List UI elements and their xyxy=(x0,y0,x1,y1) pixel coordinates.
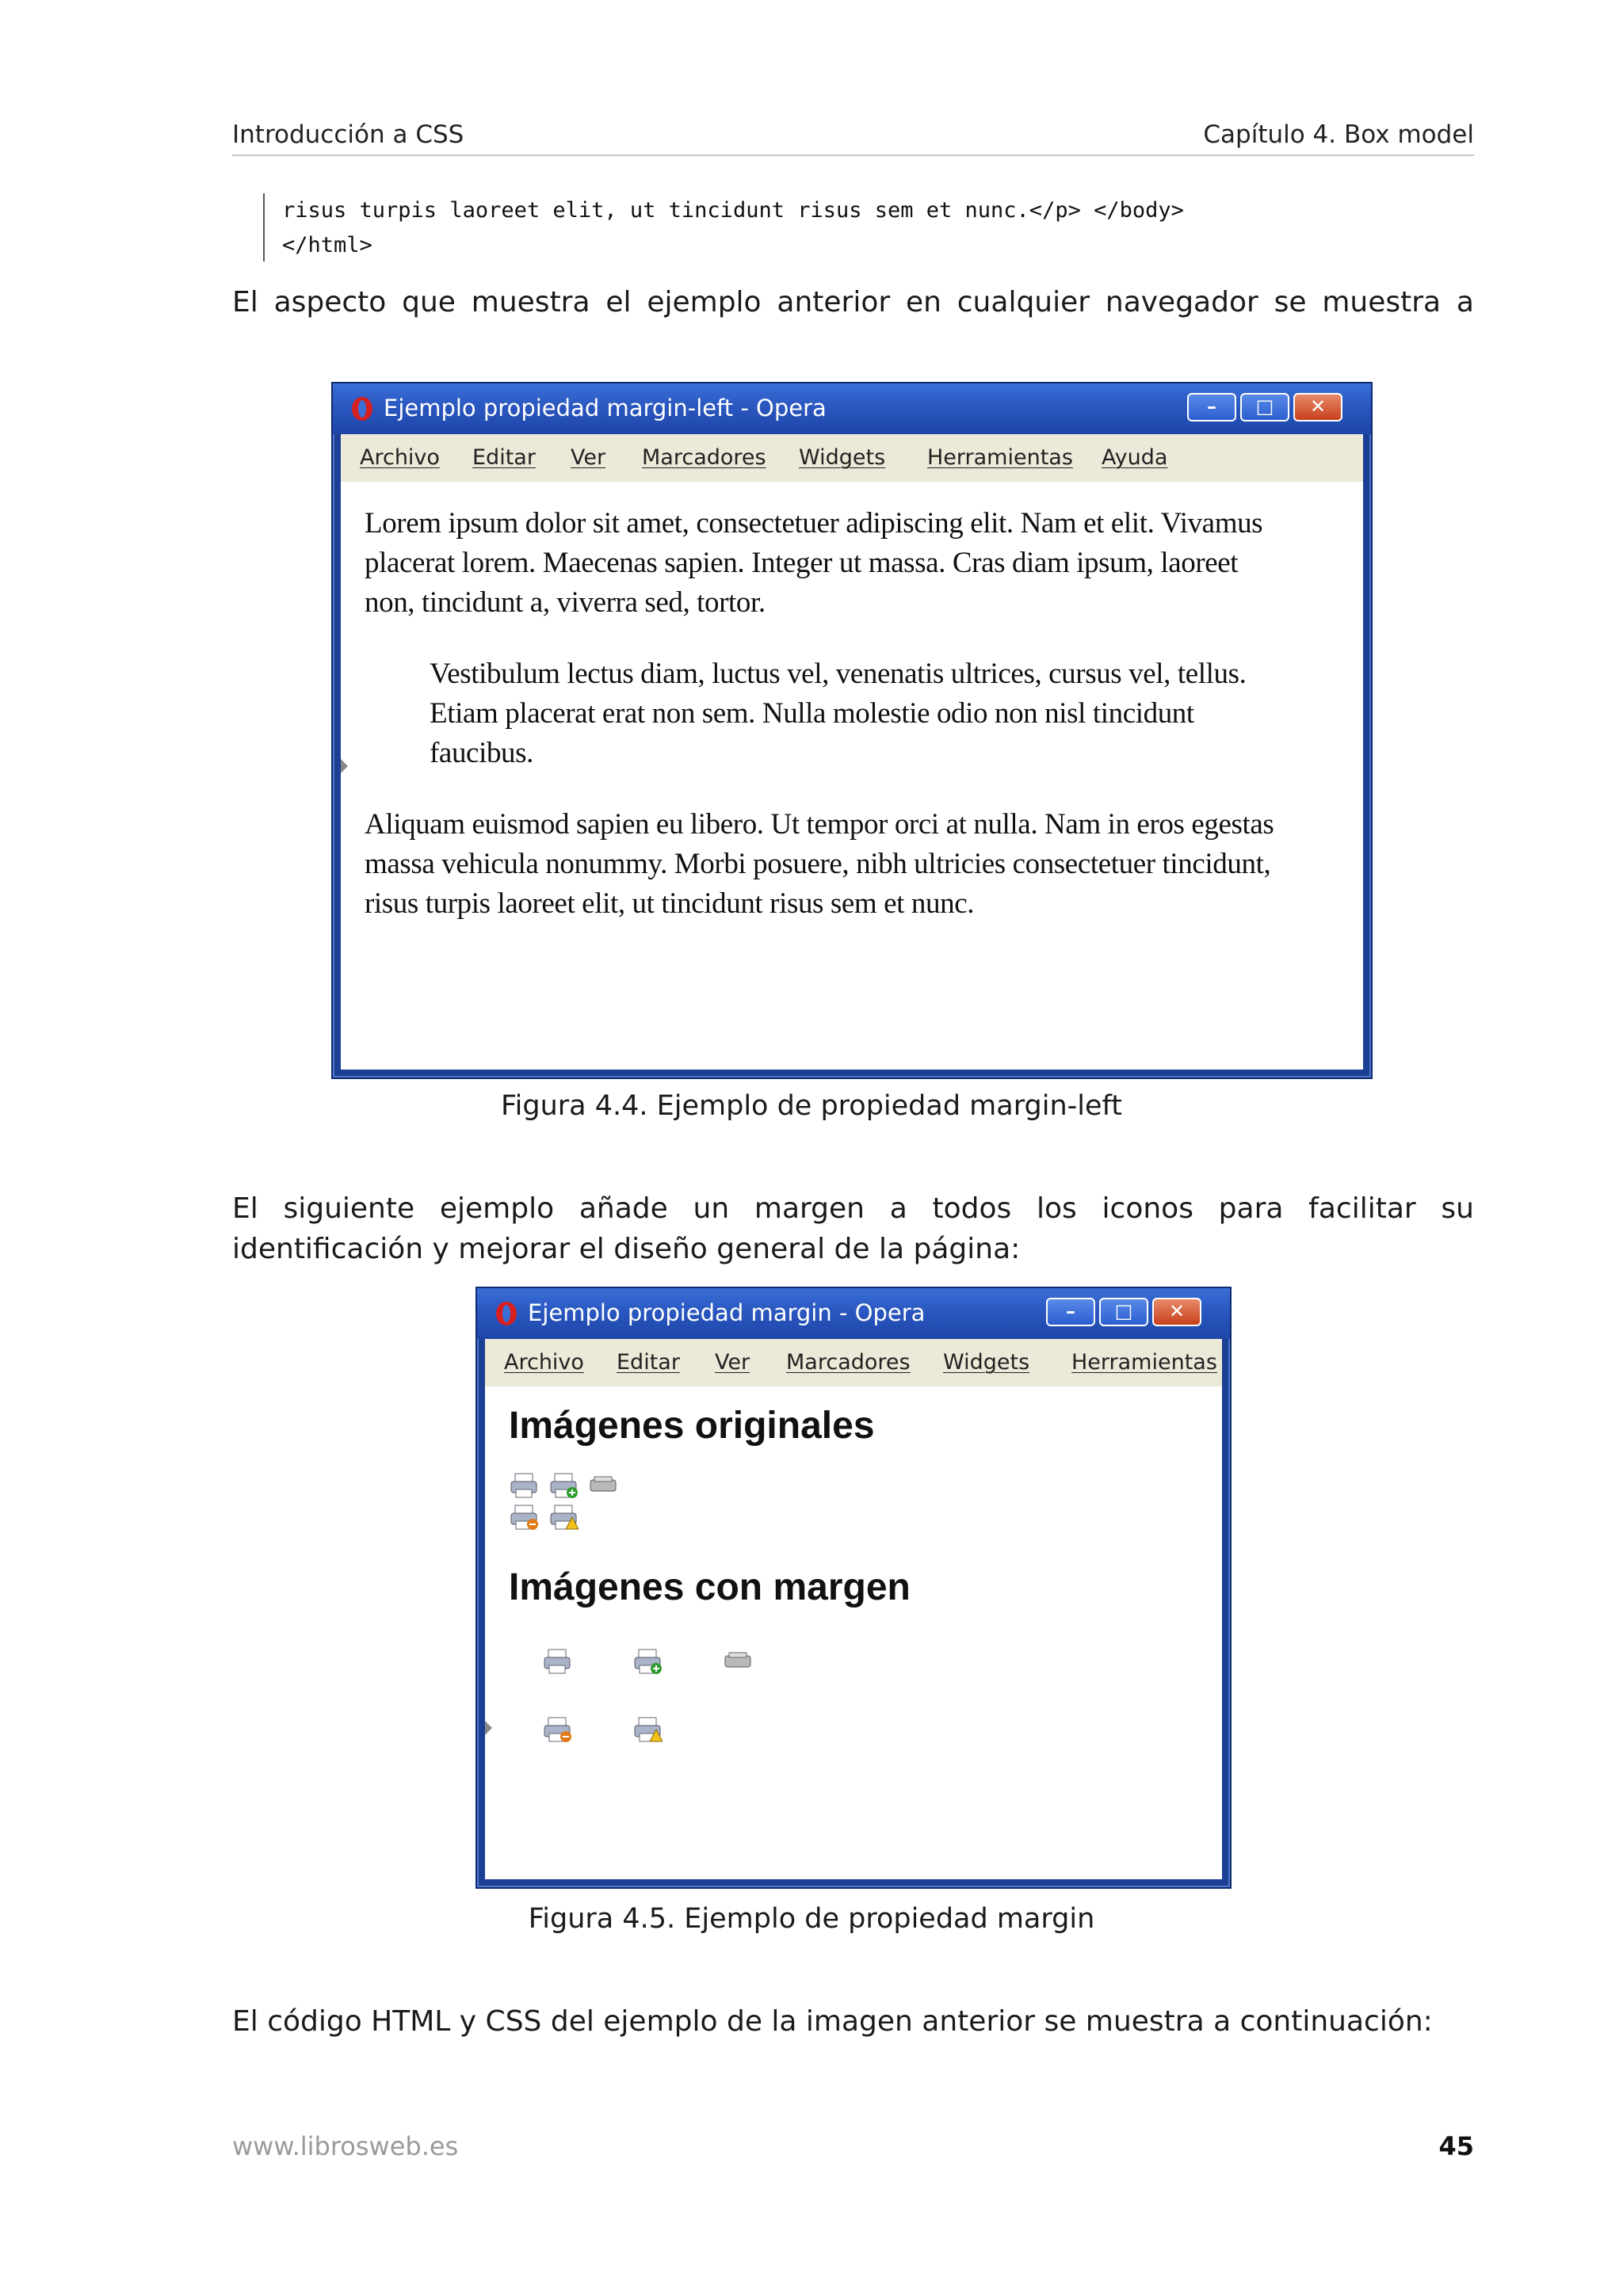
code-line: </html> xyxy=(282,233,372,257)
opera-window-margin xyxy=(475,1287,1232,1889)
menu-bar xyxy=(485,1339,1222,1386)
window-title: Ejemplo propiedad margin-left - Opera xyxy=(384,395,827,421)
footer-website: www.librosweb.es xyxy=(232,2131,459,2161)
maximize-icon: □ xyxy=(1255,395,1274,418)
opera-logo-icon xyxy=(495,1301,518,1326)
running-header-right: Capítulo 4. Box model xyxy=(1203,120,1474,149)
running-header-left: Introducción a CSS xyxy=(232,120,464,149)
close-icon: ✕ xyxy=(1168,1300,1186,1322)
menu-archivo[interactable]: Archivo xyxy=(504,1350,584,1375)
printer-warning-icon xyxy=(632,1716,663,1743)
menu-ver[interactable]: Ver xyxy=(571,445,606,470)
printer-icon xyxy=(542,1648,572,1675)
paragraph-normal: Aliquam euismod sapien eu libero. Ut tempor orci at nulla. Nam in eros egestas massa vehicula nonummy. Morbi posuere, nibh ultricies consectetuer tincidunt, risus turpis laoreet elit, ut tincidunt risus sem et nunc. xyxy=(365,808,1274,920)
paragraph-2-line2: identificación y mejorar el diseño general de la página: xyxy=(232,1233,1021,1265)
printer-icon xyxy=(509,1472,539,1499)
heading-imagenes-con-margen: Imágenes con margen xyxy=(509,1566,911,1608)
panel-toggle-icon[interactable] xyxy=(341,759,348,773)
menu-editar[interactable]: Editar xyxy=(617,1350,680,1375)
printer-remove-icon xyxy=(509,1504,539,1531)
printer-remove-icon xyxy=(542,1716,572,1743)
printer-warning-icon xyxy=(548,1504,579,1531)
close-button[interactable] xyxy=(1293,393,1342,421)
maximize-icon: □ xyxy=(1114,1300,1133,1322)
menu-ayuda[interactable]: Ayuda xyxy=(1102,445,1168,470)
code-line: risus turpis laoreet elit, ut tincidunt risus sem et nunc.</p> </body> xyxy=(282,198,1184,223)
paragraph-2-line1: El siguiente ejemplo añade un margen a todos los iconos para facilitar su xyxy=(232,1192,1474,1225)
menu-archivo[interactable]: Archivo xyxy=(360,445,440,470)
title-bar[interactable] xyxy=(333,383,1371,434)
heading-imagenes-originales: Imágenes originales xyxy=(509,1405,875,1447)
printer-add-icon xyxy=(548,1472,579,1499)
menu-widgets[interactable]: Widgets xyxy=(943,1350,1030,1375)
opera-window-margin-left xyxy=(331,382,1373,1079)
menu-bar xyxy=(341,434,1363,482)
window-title: Ejemplo propiedad margin - Opera xyxy=(528,1299,926,1326)
paragraph-normal: Lorem ipsum dolor sit amet, consectetuer adipiscing elit. Nam et elit. Vivamus placerat lorem. Maecenas sapien. Integer ut massa. Cras diam ipsum, laoreet non, tincidunt a, viverra sed, tortor. xyxy=(365,507,1263,619)
menu-marcadores[interactable]: Marcadores xyxy=(786,1350,911,1375)
maximize-button[interactable] xyxy=(1240,393,1289,421)
menu-editar[interactable]: Editar xyxy=(472,445,536,470)
minimize-icon: – xyxy=(1207,395,1216,418)
menu-herramientas[interactable]: Herramientas xyxy=(927,445,1073,470)
printer-small-icon xyxy=(723,1648,753,1675)
menu-herramientas[interactable]: Herramientas xyxy=(1071,1350,1217,1375)
menu-marcadores[interactable]: Marcadores xyxy=(642,445,766,470)
paragraph-1: El aspecto que muestra el ejemplo anterior en cualquier navegador se muestra a xyxy=(232,286,1474,318)
minimize-icon: – xyxy=(1066,1300,1075,1322)
page-viewport xyxy=(341,482,1363,1070)
paragraph-margin-left: Vestibulum lectus diam, luctus vel, venenatis ultrices, cursus vel, tellus. Etiam placerat erat non sem. Nulla molestie odio non nisl tincidunt faucibus. xyxy=(430,658,1247,769)
menu-ver[interactable]: Ver xyxy=(715,1350,750,1375)
figure-caption-4-5: Figura 4.5. Ejemplo de propiedad margin xyxy=(528,1903,1095,1935)
printer-small-icon xyxy=(588,1472,618,1499)
minimize-button[interactable] xyxy=(1046,1298,1095,1326)
title-bar[interactable] xyxy=(477,1288,1230,1339)
figure-caption-4-4: Figura 4.4. Ejemplo de propiedad margin-left xyxy=(501,1090,1122,1122)
page-number: 45 xyxy=(1438,2131,1474,2161)
header-rule xyxy=(232,154,1474,156)
panel-toggle-icon[interactable] xyxy=(485,1721,492,1735)
close-button[interactable] xyxy=(1152,1298,1201,1326)
close-icon: ✕ xyxy=(1309,395,1327,418)
menu-widgets[interactable]: Widgets xyxy=(799,445,886,470)
page-viewport xyxy=(485,1386,1222,1879)
printer-add-icon xyxy=(632,1648,663,1675)
code-block xyxy=(263,193,1184,261)
minimize-button[interactable] xyxy=(1187,393,1236,421)
paragraph-1-line1 xyxy=(232,282,1474,322)
paragraph-3: El código HTML y CSS del ejemplo de la imagen anterior se muestra a continuación: xyxy=(232,2005,1433,2038)
opera-logo-icon xyxy=(350,396,374,421)
maximize-button[interactable] xyxy=(1099,1298,1148,1326)
